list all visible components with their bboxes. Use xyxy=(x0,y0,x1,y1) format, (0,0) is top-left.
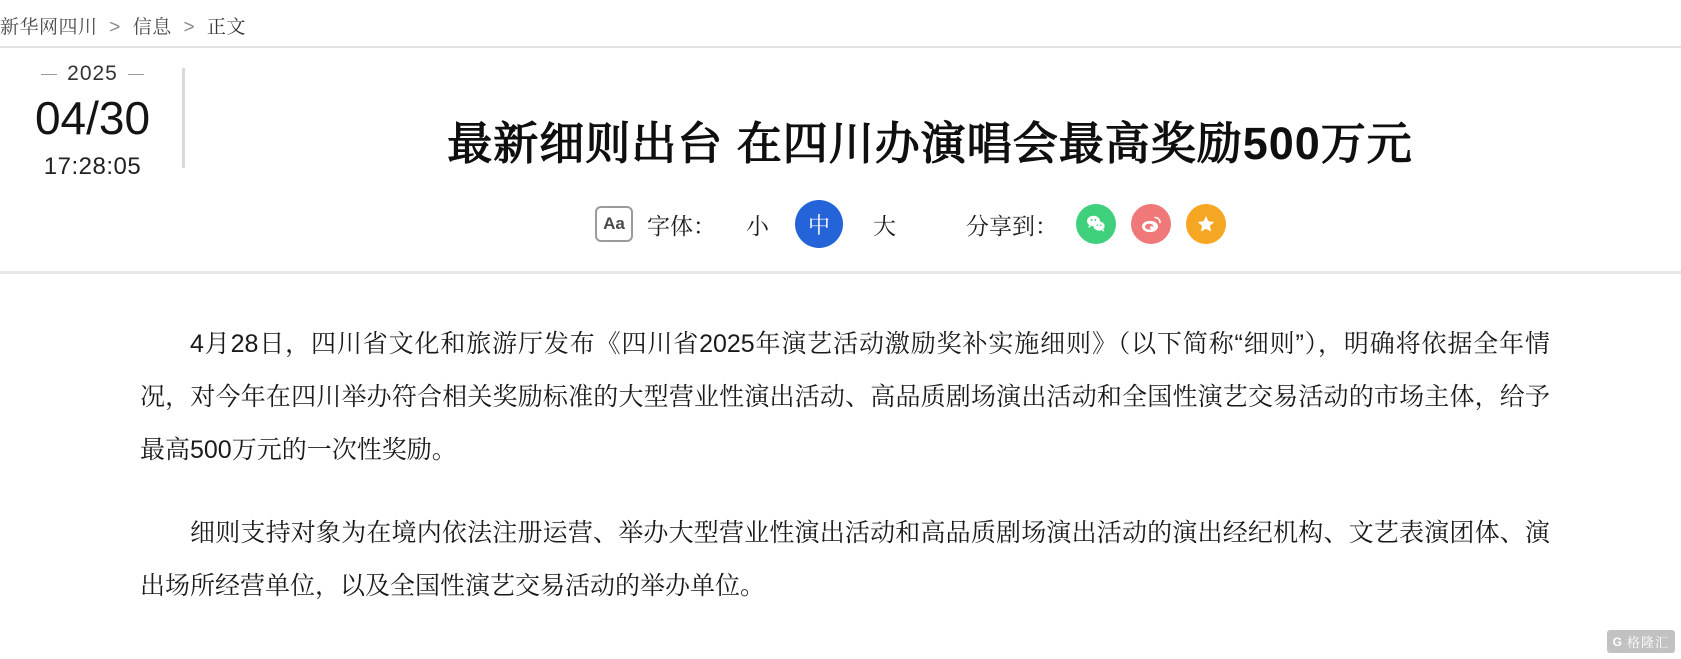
article-paragraph: 细则支持对象为在境内依法注册运营、举办大型营业性演出活动和高品质剧场演出活动的演出经纪机构、文艺表演团体、演出场所经营单位，以及全国性演艺交易活动的举办单位。 xyxy=(140,519,1550,600)
wechat-share-icon[interactable] xyxy=(1076,204,1116,244)
font-size-icon: Aa xyxy=(595,206,633,242)
breadcrumb-item-current: 正文 xyxy=(206,17,246,38)
breadcrumb-separator: > xyxy=(109,17,121,38)
publish-year: 2025 xyxy=(67,62,118,85)
watermark-text: 格隆汇 xyxy=(1626,635,1669,650)
article-body xyxy=(140,318,1550,643)
breadcrumb xyxy=(0,12,246,39)
dash-left-decoration xyxy=(41,74,57,75)
share-icon-group xyxy=(1076,204,1226,244)
article-paragraph: 4月28日，四川省文化和旅游厅发布《四川省2025年演艺活动激励奖补实施细则》（以下简称“细则”），明确将依据全年情况，对今年在四川举办符合相关奖励标准的大型营业性演出活动、高品质剧场演出活动和全国性演艺交易活动的市场主体，给予最高500万元的一次性奖励。 xyxy=(140,330,1550,464)
favorite-share-icon[interactable] xyxy=(1186,204,1226,244)
watermark xyxy=(1607,630,1675,653)
dash-right-decoration xyxy=(128,74,144,75)
publish-date-block xyxy=(0,62,185,181)
breadcrumb-separator: > xyxy=(183,17,196,38)
vertical-divider xyxy=(182,68,185,168)
toolbar-divider xyxy=(0,271,1681,274)
font-size-label: 字体： xyxy=(647,212,716,239)
publish-year-row xyxy=(0,62,185,86)
breadcrumb-item-category[interactable]: 信息 xyxy=(132,17,172,38)
page-title: 最新细则出台 在四川办演唱会最高奖励500万元 xyxy=(447,118,1413,170)
font-size-large-button[interactable]: 大 xyxy=(873,212,896,239)
weibo-share-icon[interactable] xyxy=(1131,204,1171,244)
publish-time: 17:28:05 xyxy=(43,152,142,180)
breadcrumb-item-site[interactable]: 新华网四川 xyxy=(0,17,98,38)
share-label: 分享到： xyxy=(966,212,1058,239)
font-size-medium-button[interactable]: 中 xyxy=(795,200,843,248)
article-toolbar xyxy=(595,196,1226,252)
watermark-logo-icon: G xyxy=(1612,634,1623,649)
publish-month-day: 04/30 xyxy=(34,92,151,144)
header-divider xyxy=(0,46,1681,48)
font-size-small-button[interactable]: 小 xyxy=(746,212,769,239)
